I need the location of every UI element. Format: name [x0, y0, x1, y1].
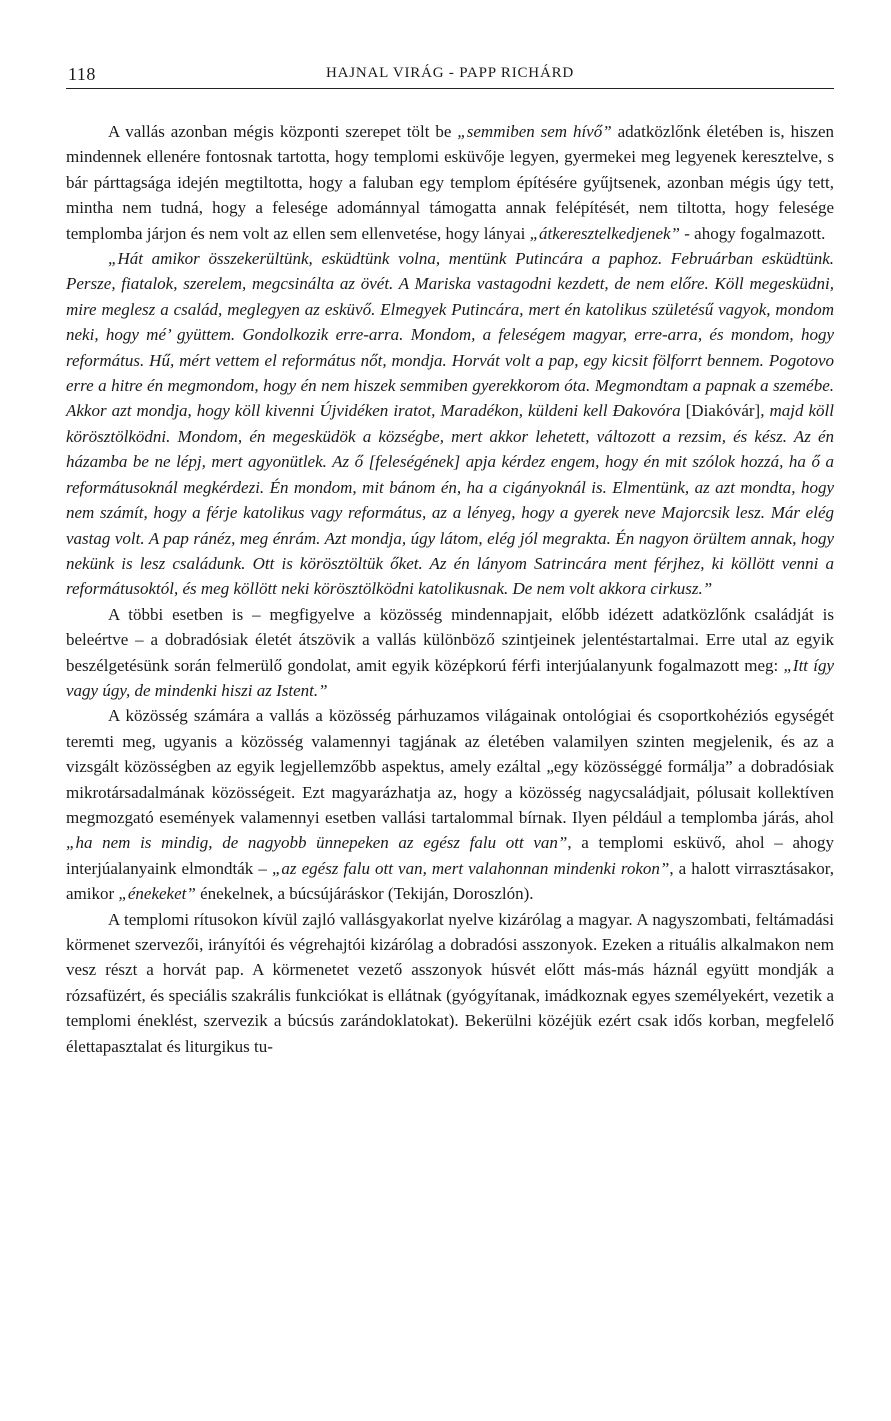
text-segment: - ahogy fogalmazott.	[680, 223, 826, 243]
text-segment: A templomi rítusokon kívül zajló vallásgyakorlat nyelve kizárólag a magyar. A nagyszombati, feltámadási körmenet szervezői, irányítói és végrehajtói kizárólag a dobradósi asszonyok. Ezeken a rituális alkalmakon nem vesz részt a horvát pap. A körmenetet vezető asszonyok húsvét előtt más-más háznál együtt mondják a rózsafüzért, és speciális szakrális funkciókat is ellátnak (gyógyítanak, imádkoznak egyes személyekért, vezetik a templomi éneklést, szervezik a búcsús zarándoklatokat). Bekerülni közéjük ezért csak idős korban, megfelelő élettapasztalat és liturgikus tu-	[66, 909, 834, 1056]
interview-quote-paragraph	[66, 246, 834, 602]
italic-quote-segment: „Hát amikor összekerültünk, esküdtünk volna, mentünk Putincára a paphoz. Februárban esküdtünk. Persze, fiatalok, szerelem, megcsinálta az övét. A Mariska vastagodni kezdett, de nem előre. Köll megesküdni, mire meglesz a család, meglegyen az esküvő. Elmegyek Putincára, mert én katolikus születésű vagyok, mondom neki, hogy mé’ gyüttem. Gondolkozik erre-arra. Mondom, a feleségem magyar, erre-arra, és mondom, hogy református. Hű, mért vettem el református nőt, mondja. Horvát volt a pap, egy kicsit fölforrt bennem. Pogotovo erre a hitre én megmondom, hogy én nem hiszek semmiben gyerekkorom óta. Megmondtam a papnak a szemébe. Akkor azt mondja, hogy köll kivenni Újvidéken iratot, Maradékon, küldeni kell Đakovóra	[66, 249, 834, 421]
book-page	[66, 62, 834, 1059]
italic-quote-segment: , majd köll körösztölködni. Mondom, én megesküdök a községbe, mert akkor lehetett, változott a rezsim, és kész. Az én házamba be ne lépj, mert agyonütlek. Az ő [feleségének] apja kérdez engem, hogy én mit szólok hozzá, ha ő a reformátusoknál megkérdezi. Én mondom, mit bánom én, ha a cigányoknál is. Elmentünk, az azt mondta, hogy nem számít, hogy a férje katolikus vagy református, az a lényeg, hogy a gyerek neve Majorcsik lesz. Már elég vastag volt. A pap ránéz, meg énrám. Azt mondja, úgy látom, elég jól megrakta. Én nagyon örültem annak, hogy nekünk is lesz családunk. Ott is körösztöltük őket. Az én lányom Satrincára ment férjhez, ki köllött venni a reformátusoktól, és meg köllött neki körösztölködni katolikusnak. De nem volt akkora cirkusz.”	[66, 401, 834, 599]
italic-quote-segment: „átkeresztelkedjenek”	[529, 223, 681, 243]
text-segment: A közösség számára a vallás a közösség párhuzamos világainak ontológiai és csoportkohéziós egységét teremti meg, ugyanis a közösség valamennyi tagjának az életében valamilyen szinten megjelenik, és az a vizsgált közösségben az egyik legjellemzőbb aspektus, amely ezáltal „egy közösséggé formálja” a dobradósiak mikrotársadalmának közösségeit. Ezt magyarázhatja az, hogy a közösség nagycsaládjait, pólusait kollektíven megmozgató események valamennyi esetben vallási tartalommal bírnak. Ilyen például a templomba járás, ahol	[66, 706, 834, 827]
running-header	[66, 62, 834, 89]
italic-quote-segment: „az egész falu ott van, mert valahonnan mindenki rokon”	[271, 858, 670, 878]
text-segment: adatközlőnk életében is, hiszen mindennek ellenére fontosnak tartotta, hogy templomi esküvője legyen, gyermekei meg legyenek keresztelve, s bár párttagsága idején megtiltotta, hogy a faluban egy templom építésére gyűjtsenek, azonban mégis úgy tett, mintha nem tudná, hogy a felesége adománnyal támogatta annak felépítését, nem tiltotta, hogy felesége templomba járjon és nem volt az ellen sem ellenvetése, hogy lányai	[66, 122, 834, 243]
text-segment: A vallás azonban mégis központi szerepet tölt be	[108, 122, 458, 141]
text-segment: , a halott virrasztásakor, amikor	[66, 858, 835, 904]
italic-quote-segment: „semmiben sem hívő”	[457, 122, 612, 141]
body-paragraph	[66, 703, 834, 906]
running-title: HAJNAL VIRÁG - PAPP RICHÁRD	[325, 65, 575, 81]
italic-quote-segment: „ha nem is mindig, de nagyobb ünnepeken az egész falu ott van”	[66, 833, 568, 853]
page-number: 118	[68, 64, 96, 84]
text-segment: énekelnek, a búcsújáráskor (Tekiján, Doroszlón).	[195, 884, 534, 904]
italic-quote-segment: „énekeket”	[118, 884, 196, 904]
body-text	[66, 119, 834, 1059]
body-paragraph	[66, 907, 834, 1059]
italic-quote-segment: „Itt így vagy úgy, de mindenki hiszi az Istent.”	[66, 655, 834, 700]
text-segment: A többi esetben is – megfigyelve a közösség mindennapjait, előbb idézett adatközlőnk családját is beleértve – a dobradósiak életét átszövik a vallás különböző szintjeinek jelentéstartalmai. Erre utal az egyik beszélgetésünk során felmerülő gondolat, amit egyik középkorú férfi interjúalanyunk fogalmazott meg:	[66, 604, 834, 675]
body-paragraph	[66, 602, 834, 704]
text-segment: , a templomi esküvő, ahol – ahogy interjúalanyaink elmondták –	[66, 833, 834, 878]
text-segment: [Diakóvár]	[685, 401, 761, 421]
body-paragraph	[66, 119, 834, 246]
